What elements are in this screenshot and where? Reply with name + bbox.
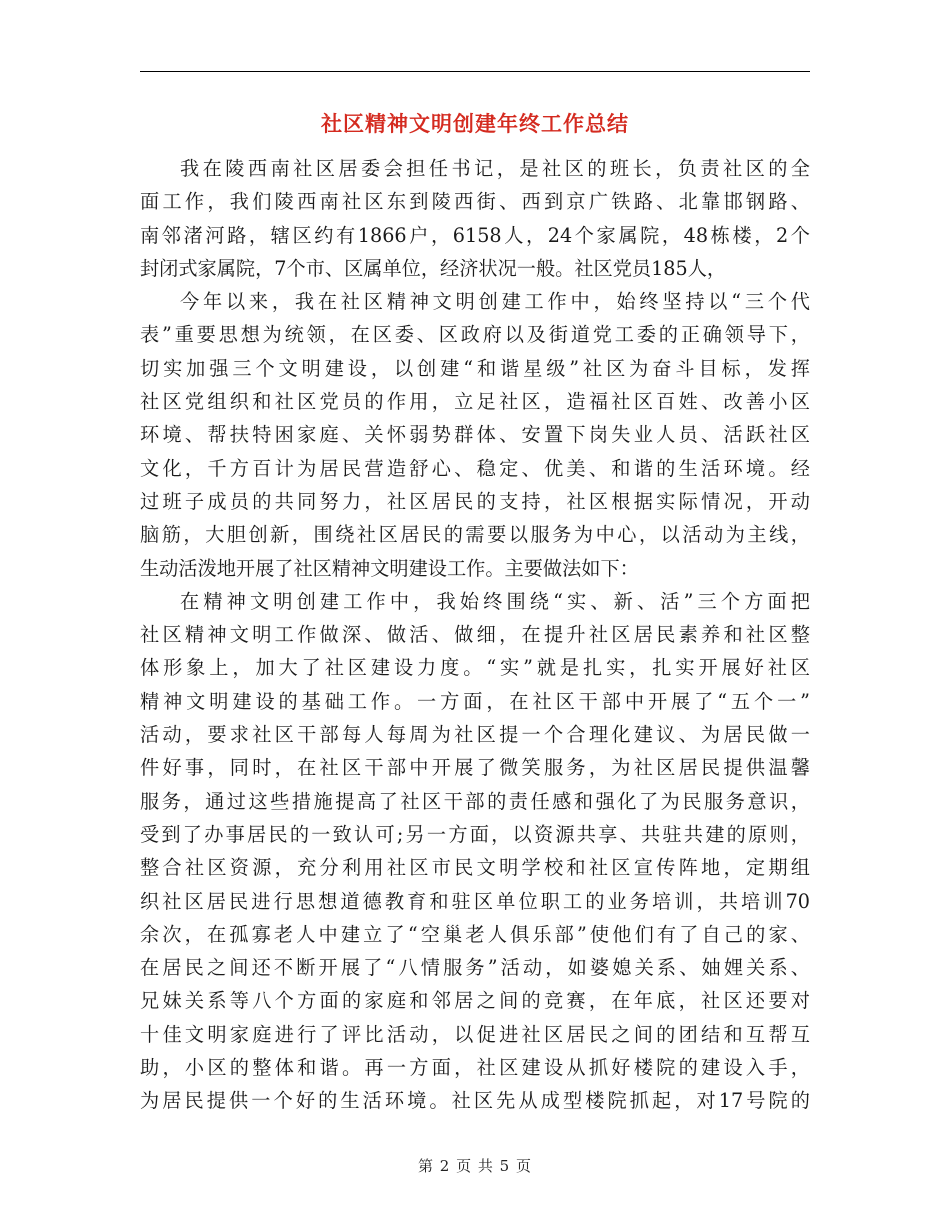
paragraph-line: 活动，要求社区干部每人每周为社区提一个合理化建议、为居民做一: [140, 723, 810, 747]
document-title: 社区精神文明创建年终工作总结: [321, 111, 629, 136]
paragraph-line: 社区精神文明工作做深、做活、做细，在提升社区居民素养和社区整: [140, 623, 810, 647]
paragraph-line: 生动活泼地开展了社区精神文明建设工作。主要做法如下：: [140, 556, 639, 580]
paragraph-line: 助，小区的整体和谐。再一方面，社区建设从抓好楼院的建设入手，: [140, 1056, 810, 1080]
header-rule: [140, 71, 810, 72]
paragraph-line: 在精神文明创建工作中，我始终围绕“实、新、活”三个方面把: [180, 589, 810, 613]
paragraph-line: 面工作，我们陵西南社区东到陵西街、西到京广铁路、北靠邯钢路、: [140, 190, 810, 214]
paragraph-line: 在居民之间还不断开展了“八情服务”活动，如婆媳关系、妯娌关系、: [140, 956, 810, 980]
paragraph-line: 服务，通过这些措施提高了社区干部的责任感和强化了为民服务意识，: [140, 789, 810, 813]
paragraph-line: 织社区居民进行思想道德教育和驻区单位职工的业务培训，共培训70: [140, 889, 810, 913]
paragraph-line: 件好事，同时，在社区干部中开展了微笑服务，为社区居民提供温馨: [140, 756, 810, 780]
paragraph-line: 精神文明建设的基础工作。一方面，在社区干部中开展了“五个一”: [140, 689, 810, 713]
paragraph-line: 过班子成员的共同努力，社区居民的支持，社区根据实际情况，开动: [140, 489, 810, 513]
paragraph-line: 受到了办事居民的一致认可;另一方面，以资源共享、共驻共建的原则，: [140, 822, 810, 846]
paragraph-line: 为居民提供一个好的生活环境。社区先从成型楼院抓起，对17号院的: [140, 1089, 810, 1113]
paragraph-line: 表”重要思想为统领，在区委、区政府以及街道党工委的正确领导下，: [140, 323, 810, 347]
paragraph-line: 封闭式家属院，7个市、区属单位，经济状况一般。社区党员185人，: [140, 256, 727, 280]
paragraph-line: 脑筋，大胆创新，围绕社区居民的需要以服务为中心，以活动为主线，: [140, 523, 810, 547]
paragraph-line: 兄妹关系等八个方面的家庭和邻居之间的竞赛，在年底，社区还要对: [140, 989, 810, 1013]
paragraph-line: 文化，千方百计为居民营造舒心、稳定、优美、和谐的生活环境。经: [140, 456, 810, 480]
paragraph-line: 社区党组织和社区党员的作用，立足社区，造福社区百姓、改善小区: [140, 390, 810, 414]
paragraph-line: 我在陵西南社区居委会担任书记，是社区的班长，负责社区的全: [180, 157, 810, 180]
paragraph-line: 整合社区资源，充分利用社区市民文明学校和社区宣传阵地，定期组: [140, 856, 810, 880]
paragraph-line: 十佳文明家庭进行了评比活动，以促进社区居民之间的团结和互帮互: [140, 1022, 810, 1046]
paragraph-line: 余次，在孤寡老人中建立了“空巢老人俱乐部”使他们有了自己的家、: [140, 922, 810, 946]
paragraph-line: 体形象上，加大了社区建设力度。“实”就是扎实，扎实开展好社区: [140, 656, 810, 680]
paragraph-line: 今年以来，我在社区精神文明创建工作中，始终坚持以“三个代: [180, 290, 810, 314]
paragraph-line: 环境、帮扶特困家庭、关怀弱势群体、安置下岗失业人员、活跃社区: [140, 423, 810, 447]
document-body: [140, 152, 810, 1118]
page-number-footer: 第 2 页 共 5 页: [418, 1157, 532, 1175]
paragraph-line: 南邻渚河路，辖区约有1866户，6158人，24个家属院，48栋楼，2个: [140, 223, 810, 247]
paragraph-line: 切实加强三个文明建设，以创建“和谐星级”社区为奋斗目标，发挥: [140, 356, 810, 380]
